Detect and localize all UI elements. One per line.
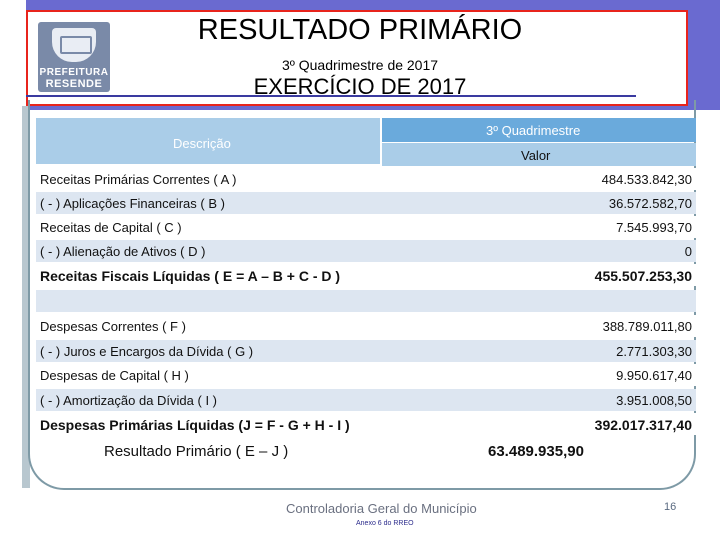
table-header-valor — [382, 143, 696, 166]
row-value: 36.572.582,70 — [608, 196, 692, 211]
row-label: ( - ) Amortização da Dívida ( I ) — [40, 393, 217, 408]
table-row — [36, 364, 696, 386]
row-label: Despesas Primárias Líquidas (J = F - G + H - I ) — [40, 417, 350, 433]
logo-line2: RESENDE — [45, 78, 103, 90]
footer-organization: Controladoria Geral do Município — [286, 501, 477, 516]
table-row-total-despesas — [36, 413, 696, 435]
table-row — [36, 315, 696, 337]
row-label: ( - ) Juros e Encargos da Dívida ( G ) — [40, 344, 254, 359]
column-header-descricao: Descrição — [173, 136, 231, 151]
table-row — [36, 192, 696, 214]
column-header-quadrimestre: 3º Quadrimestre — [486, 123, 581, 138]
table-row — [36, 240, 696, 262]
column-header-valor: Valor — [521, 148, 551, 163]
row-value: 3.951.008,50 — [616, 393, 692, 408]
row-label: Receitas Primárias Correntes ( A ) — [40, 172, 237, 187]
table-row — [36, 389, 696, 411]
page-number: 16 — [664, 501, 677, 513]
table-header-group — [382, 118, 696, 142]
fiscal-year-title: EXERCÍCIO DE 2017 — [253, 74, 467, 99]
row-label: ( - ) Aplicações Financeiras ( B ) — [40, 196, 225, 211]
row-label: Despesas Correntes ( F ) — [40, 319, 186, 334]
row-value: 2.771.303,30 — [616, 344, 692, 359]
row-value: 388.789.011,80 — [602, 319, 692, 334]
table-row-total-receitas — [36, 264, 696, 286]
logo-line1: PREFEITURA — [39, 67, 109, 78]
row-value: 0 — [684, 244, 692, 259]
table-header-description — [36, 118, 380, 164]
row-label: ( - ) Alienação de Ativos ( D ) — [40, 244, 206, 259]
table-row — [36, 168, 696, 190]
footer-note: Anexo 6 do RREO — [356, 520, 414, 527]
page-title: RESULTADO PRIMÁRIO — [197, 14, 523, 46]
result-value: 63.489.935,90 — [488, 443, 584, 460]
row-value: 9.950.617,40 — [616, 368, 692, 383]
row-value: 455.507.253,30 — [594, 268, 692, 284]
table-row — [36, 216, 696, 238]
table-row — [36, 340, 696, 362]
result-label: Resultado Primário ( E – J ) — [104, 443, 289, 460]
row-label: Receitas de Capital ( C ) — [40, 220, 182, 235]
row-value: 484.533.842,30 — [601, 172, 692, 187]
table-row-empty — [36, 290, 696, 312]
page-subtitle: 3º Quadrimestre de 2017 — [281, 57, 439, 73]
row-value: 392.017.317,40 — [594, 417, 692, 433]
row-label: Receitas Fiscais Líquidas ( E = A – B + C - D ) — [40, 268, 341, 284]
row-label: Despesas de Capital ( H ) — [40, 368, 189, 383]
row-value: 7.545.993,70 — [616, 220, 692, 235]
